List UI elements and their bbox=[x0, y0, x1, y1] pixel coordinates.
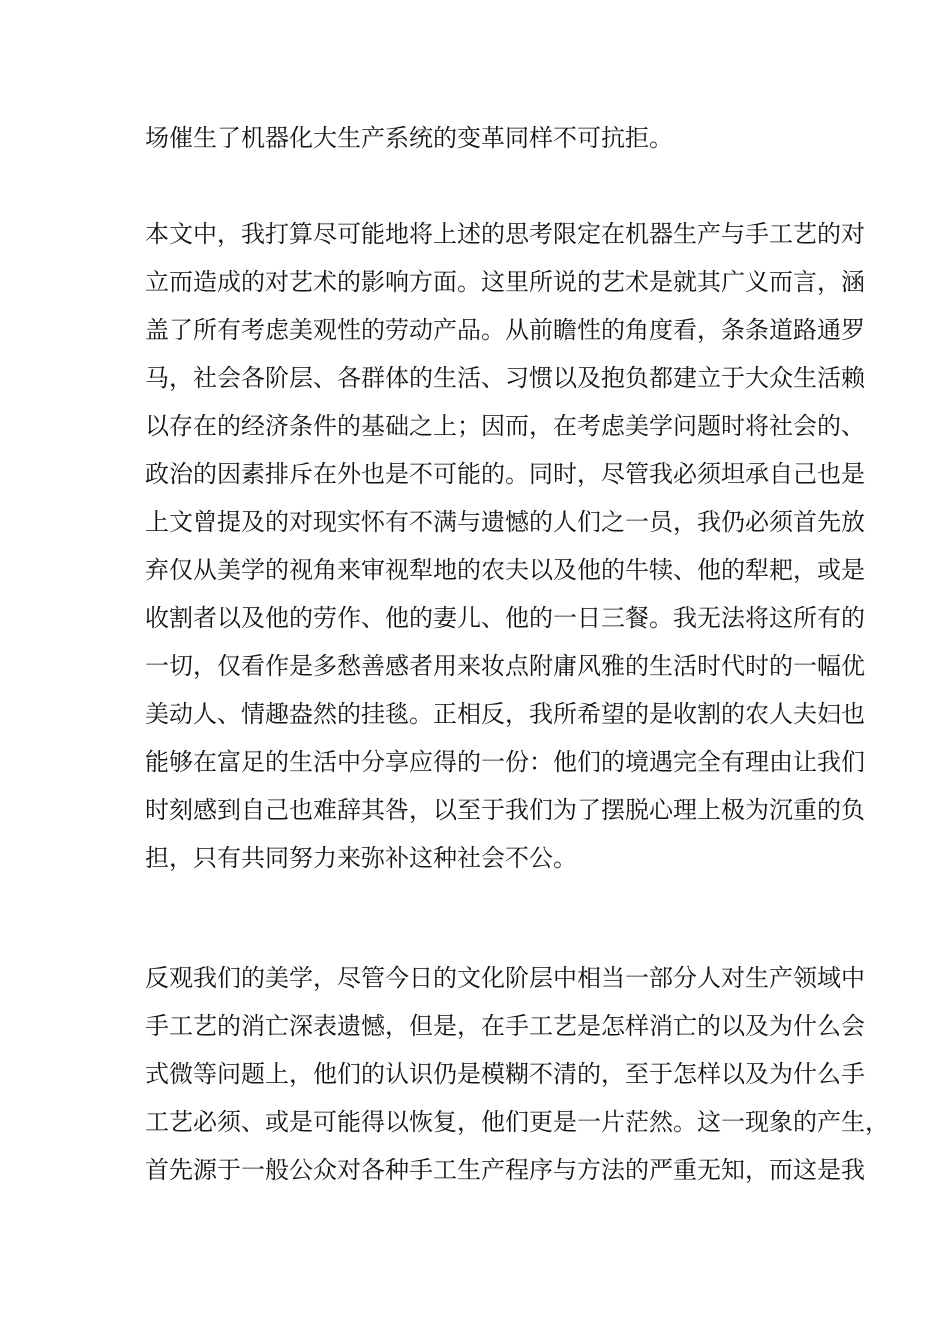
text-line: 本文中，我打算尽可能地将上述的思考限定在机器生产与手工艺的对 bbox=[145, 220, 865, 248]
text-line: 时刻感到自己也难辞其咎，以至于我们为了摆脱心理上极为沉重的负 bbox=[145, 796, 865, 824]
text-line: 弃仅从美学的视角来审视犁地的农夫以及他的牛犊、他的犁耙，或是 bbox=[145, 556, 865, 584]
text-line: 上文曾提及的对现实怀有不满与遗憾的人们之一员，我仍必须首先放 bbox=[145, 508, 865, 536]
text-line: 能够在富足的生活中分享应得的一份：他们的境遇完全有理由让我们 bbox=[145, 748, 865, 776]
text-line: 手工艺的消亡深表遗憾，但是，在手工艺是怎样消亡的以及为什么会 bbox=[145, 1012, 865, 1040]
text-line: 政治的因素排斥在外也是不可能的。同时，尽管我必须坦承自己也是 bbox=[145, 460, 865, 488]
text-line: 场催生了机器化大生产系统的变革同样不可抗拒。 bbox=[145, 124, 673, 152]
text-line: 收割者以及他的劳作、他的妻儿、他的一日三餐。我无法将这所有的 bbox=[145, 604, 865, 632]
text-line: 反观我们的美学，尽管今日的文化阶层中相当一部分人对生产领域中 bbox=[145, 964, 865, 992]
text-line: 马，社会各阶层、各群体的生活、习惯以及抱负都建立于大众生活赖 bbox=[145, 364, 865, 392]
text-line: 美动人、情趣盎然的挂毯。正相反，我所希望的是收割的农人夫妇也 bbox=[145, 700, 865, 728]
text-line: 一切，仅看作是多愁善感者用来妆点附庸风雅的生活时代时的一幅优 bbox=[145, 652, 865, 680]
text-line: 式微等问题上，他们的认识仍是模糊不清的，至于怎样以及为什么手 bbox=[145, 1060, 865, 1088]
text-line: 立而造成的对艺术的影响方面。这里所说的艺术是就其广义而言，涵 bbox=[145, 268, 865, 296]
text-line: 工艺必须、或是可能得以恢复，他们更是一片茫然。这一现象的产生， bbox=[145, 1108, 889, 1136]
text-line: 以存在的经济条件的基础之上；因而，在考虑美学问题时将社会的、 bbox=[145, 412, 865, 440]
text-line: 首先源于一般公众对各种手工生产程序与方法的严重无知，而这是我 bbox=[145, 1156, 865, 1184]
text-line: 盖了所有考虑美观性的劳动产品。从前瞻性的角度看，条条道路通罗 bbox=[145, 316, 865, 344]
text-line: 担，只有共同努力来弥补这种社会不公。 bbox=[145, 844, 577, 872]
